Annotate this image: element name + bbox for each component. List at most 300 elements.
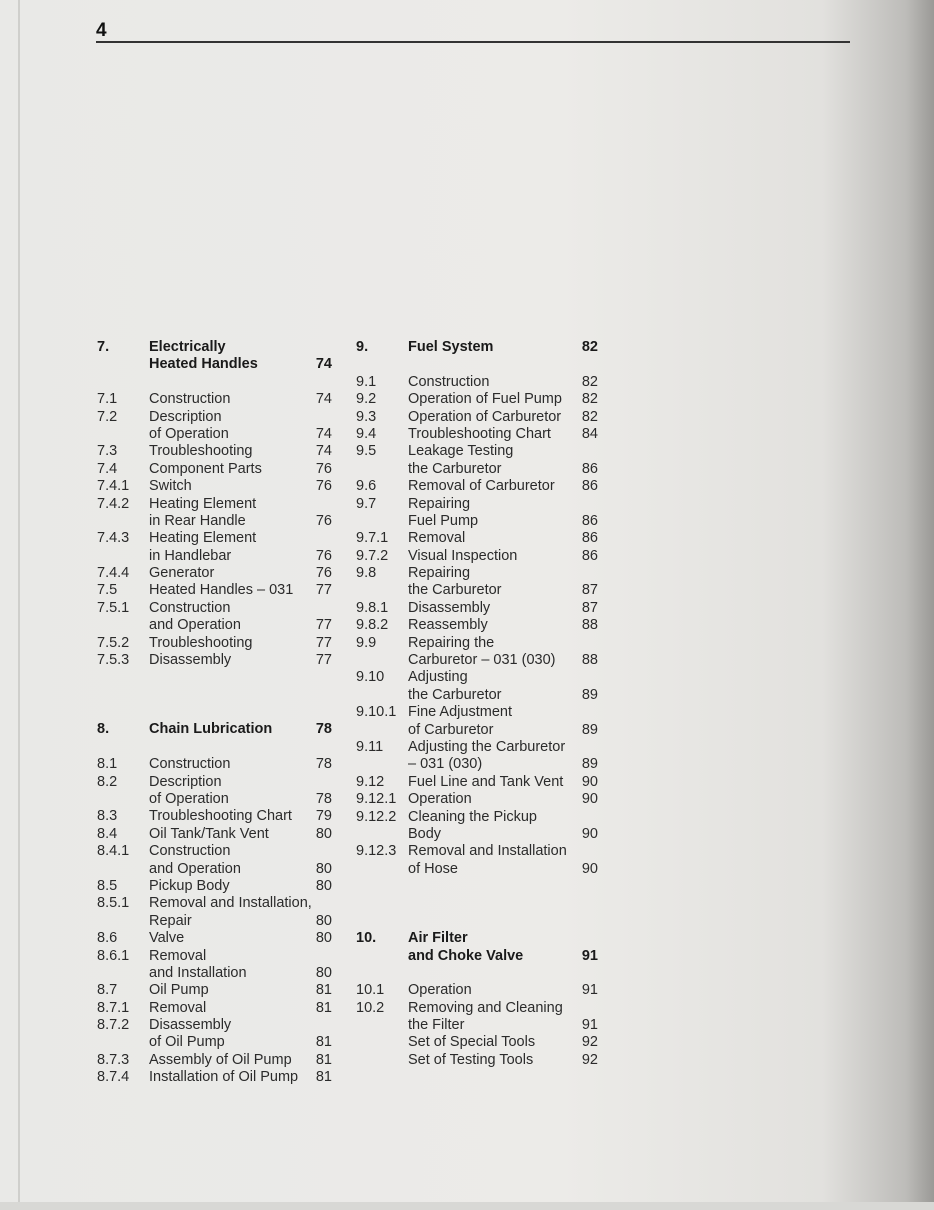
toc-line: [97, 496, 347, 513]
section-title: Troubleshooting: [149, 443, 253, 460]
section-title: and Operation: [149, 860, 241, 877]
section-title: Cleaning the Pickup: [408, 808, 537, 825]
section-title: Construction: [149, 599, 231, 616]
section-number: 8.5: [97, 877, 118, 894]
toc-line: [356, 617, 606, 634]
toc-entry: [97, 461, 347, 478]
page-reference: 80: [315, 825, 332, 842]
toc-line: [97, 808, 347, 825]
page-reference: 82: [581, 339, 598, 355]
section-number: 7.4.2: [97, 495, 130, 512]
toc-line: [356, 669, 606, 686]
section-title: Leakage Testing: [408, 443, 514, 460]
section-number: 7.3: [97, 443, 118, 460]
section-title: Visual Inspection: [408, 547, 518, 564]
toc-line: [97, 565, 347, 582]
toc-line: [356, 635, 606, 652]
toc-line: [97, 721, 347, 738]
page-reference: 90: [581, 860, 598, 877]
page-reference: 81: [315, 1069, 332, 1086]
page-reference: 86: [581, 460, 598, 477]
section-title: Disassembly: [149, 1017, 232, 1034]
toc-entry: [97, 878, 347, 895]
toc-entry: [97, 948, 347, 983]
section-title: Description: [149, 408, 222, 425]
toc-line: [356, 374, 606, 391]
section-number: 9.8.1: [356, 599, 389, 616]
section-number: 7.2: [97, 408, 118, 425]
toc-column-left: [97, 339, 347, 1087]
section-title: Electrically: [149, 339, 226, 355]
section-number: 7.1: [97, 391, 118, 408]
toc-line: [97, 461, 347, 478]
toc-entry: [356, 409, 606, 426]
page-reference: 81: [315, 1034, 332, 1051]
section-number: 9.3: [356, 408, 377, 425]
toc-line: [356, 513, 606, 530]
page-reference: 89: [581, 756, 598, 773]
toc-line: [97, 548, 347, 565]
page-reference: 88: [581, 652, 598, 669]
section-title: and Installation: [149, 964, 247, 981]
toc-line: [97, 756, 347, 773]
section-number: 7.: [97, 339, 110, 355]
toc-line: [97, 443, 347, 460]
toc-line: [97, 1034, 347, 1051]
toc-line: [97, 513, 347, 530]
toc-line: [97, 617, 347, 634]
toc-entry: [97, 478, 347, 495]
toc-chapter-heading: [356, 930, 606, 965]
toc-entry: [97, 409, 347, 444]
toc-line: [356, 982, 606, 999]
page-reference: 76: [315, 565, 332, 582]
page-number: 4: [96, 20, 107, 41]
section-number: 10.1: [356, 982, 385, 999]
section-title: Operation: [408, 791, 472, 808]
toc-entry: [97, 530, 347, 565]
page-reference: 77: [315, 652, 332, 669]
toc-line: [97, 965, 347, 982]
toc-entry: [356, 374, 606, 391]
section-number: 9.11: [356, 738, 384, 755]
section-title: Removal and Installation: [408, 843, 567, 860]
section-title: Heating Element: [149, 530, 257, 547]
section-title: Carburetor – 031 (030): [408, 652, 556, 669]
toc-entry: [356, 982, 606, 999]
section-number: 7.5.3: [97, 652, 130, 669]
section-title: Chain Lubrication: [149, 721, 273, 738]
toc-entry: [97, 652, 347, 669]
toc-entry: [356, 704, 606, 739]
section-number: 9.8: [356, 565, 377, 582]
section-number: 9.2: [356, 391, 377, 408]
page-reference: 76: [315, 512, 332, 529]
toc-entry: [356, 565, 606, 600]
toc-line: [356, 652, 606, 669]
section-title: Oil Tank/Tank Vent: [149, 825, 269, 842]
toc-line: [97, 409, 347, 426]
page-reference: 86: [581, 530, 598, 547]
toc-line: [356, 1017, 606, 1034]
toc-line: [356, 391, 606, 408]
section-number: 9.12.1: [356, 791, 397, 808]
section-title: the Carburetor: [408, 460, 502, 477]
toc-line: [97, 600, 347, 617]
page-reference: 76: [315, 478, 332, 495]
toc-line: [97, 791, 347, 808]
toc-line: [356, 722, 606, 739]
page-reference: 77: [315, 634, 332, 651]
toc-chapter-heading: [97, 339, 347, 374]
toc-line: [356, 843, 606, 860]
toc-line: [356, 704, 606, 721]
toc-chapter-heading: [356, 339, 606, 356]
page-reference: 80: [315, 964, 332, 981]
toc-line: [97, 635, 347, 652]
section-title: Construction: [149, 391, 231, 408]
page-reference: 89: [581, 686, 598, 703]
section-title: Operation of Carburetor: [408, 408, 562, 425]
toc-entry: [356, 635, 606, 670]
page-reference: 82: [581, 391, 598, 408]
section-number: 9.10: [356, 669, 385, 686]
toc-line: [356, 461, 606, 478]
section-title: Troubleshooting Chart: [149, 808, 292, 825]
toc-line: [97, 356, 347, 373]
section-title: Fine Adjustment: [408, 704, 512, 721]
section-title: Construction: [408, 373, 490, 390]
section-number: 8.2: [97, 773, 118, 790]
toc-line: [356, 1000, 606, 1017]
toc-entry: [97, 391, 347, 408]
section-title: Operation: [408, 982, 472, 999]
toc-entry: [356, 843, 606, 878]
toc-line: [97, 982, 347, 999]
toc-chapter-heading: [97, 721, 347, 738]
toc-entry: [97, 774, 347, 809]
page-reference: 90: [581, 773, 598, 790]
page-reference: 77: [315, 617, 332, 634]
page-reference: 81: [315, 1051, 332, 1068]
toc-entry: [97, 826, 347, 843]
section-title: of Operation: [149, 425, 229, 442]
section-title: and Choke Valve: [408, 947, 524, 964]
section-title: Removal: [149, 999, 207, 1016]
section-title: in Rear Handle: [149, 512, 246, 529]
section-title: Repairing: [408, 495, 471, 512]
toc-entry: [356, 600, 606, 617]
section-number: 7.4: [97, 460, 118, 477]
toc-entry: [97, 1000, 347, 1017]
toc-entry: [97, 1017, 347, 1052]
toc-entry: [356, 669, 606, 704]
toc-line: [356, 339, 606, 356]
section-number: 8.7: [97, 982, 118, 999]
toc-line: [356, 478, 606, 495]
toc-entry: [97, 443, 347, 460]
page-reference: 92: [581, 1051, 598, 1068]
section-title: Adjusting the Carburetor: [408, 738, 566, 755]
section-title: Installation of Oil Pump: [149, 1069, 299, 1086]
toc-entry: [97, 843, 347, 878]
section-number: 8.7.4: [97, 1069, 130, 1086]
page-reference: 74: [315, 443, 332, 460]
section-title: Troubleshooting: [149, 634, 253, 651]
toc-entry: [97, 756, 347, 773]
page-reference: 86: [581, 512, 598, 529]
toc-line: [356, 1052, 606, 1069]
page-reference: 74: [315, 391, 332, 408]
toc-line: [356, 687, 606, 704]
toc-line: [356, 930, 606, 947]
page-reference: 89: [581, 721, 598, 738]
toc-line: [97, 1069, 347, 1086]
section-number: 9.10.1: [356, 704, 397, 721]
toc-line: [356, 530, 606, 547]
toc-entry: [97, 582, 347, 599]
section-number: 9.6: [356, 478, 377, 495]
section-number: 9.12.3: [356, 843, 397, 860]
section-number: 8.4: [97, 825, 118, 842]
page-reference: 78: [315, 721, 332, 738]
section-number: 7.5.1: [97, 599, 130, 616]
toc-entry: [97, 565, 347, 582]
toc-line: [356, 426, 606, 443]
toc-entry: [97, 982, 347, 999]
section-number: 7.5.2: [97, 634, 130, 651]
section-title: Set of Special Tools: [408, 1034, 536, 1051]
page-reference: 76: [315, 460, 332, 477]
page-reference: 91: [581, 982, 598, 999]
toc-line: [356, 496, 606, 513]
section-title: and Operation: [149, 617, 241, 634]
section-title: Air Filter: [408, 930, 468, 947]
page-reference: 91: [581, 947, 598, 964]
section-title: Fuel Line and Tank Vent: [408, 773, 564, 790]
toc-line: [356, 582, 606, 599]
section-number: 8.6: [97, 930, 118, 947]
section-number: 9.1: [356, 373, 377, 390]
section-title: of Hose: [408, 860, 458, 877]
section-title: Removal and Installation,: [149, 895, 312, 912]
section-title: Operation of Fuel Pump: [408, 391, 562, 408]
section-number: 9.4: [356, 425, 377, 442]
toc-entry: [356, 426, 606, 443]
toc-line: [97, 582, 347, 599]
toc-entry: [356, 1034, 606, 1051]
section-number: 9.7.2: [356, 547, 389, 564]
toc-line: [356, 809, 606, 826]
toc-line: [356, 1034, 606, 1051]
page-reference: 78: [315, 790, 332, 807]
section-title: Disassembly: [408, 599, 491, 616]
section-title: Fuel System: [408, 339, 494, 355]
page-reference: 91: [581, 1017, 598, 1034]
scan-binding-edge: [18, 0, 20, 1210]
toc-line: [97, 426, 347, 443]
section-title: Switch: [149, 478, 192, 495]
page-reference: 88: [581, 617, 598, 634]
page-reference: 80: [315, 860, 332, 877]
toc-line: [356, 548, 606, 565]
toc-entry: [356, 443, 606, 478]
page-reference: 81: [315, 982, 332, 999]
section-title: Assembly of Oil Pump: [149, 1051, 292, 1068]
section-number: 9.: [356, 339, 369, 355]
toc-entry: [356, 1052, 606, 1069]
toc-line: [97, 913, 347, 930]
section-title: Description: [149, 773, 222, 790]
section-title: Pickup Body: [149, 877, 230, 894]
section-number: 9.8.2: [356, 617, 389, 634]
toc-line: [97, 652, 347, 669]
section-title: Heated Handles: [149, 356, 258, 373]
section-title: Removal of Carburetor: [408, 478, 555, 495]
page-reference: 81: [315, 999, 332, 1016]
section-number: 10.: [356, 930, 377, 947]
toc-entry: [97, 930, 347, 947]
toc-line: [356, 791, 606, 808]
toc-line: [97, 530, 347, 547]
toc-line: [356, 409, 606, 426]
page-reference: 92: [581, 1034, 598, 1051]
toc-line: [97, 1000, 347, 1017]
section-number: 8.5.1: [97, 895, 130, 912]
toc-entry: [356, 391, 606, 408]
toc-entry: [356, 496, 606, 531]
toc-line: [356, 443, 606, 460]
header-rule: [96, 41, 850, 43]
section-title: – 031 (030): [408, 756, 483, 773]
section-number: 8.7.3: [97, 1051, 130, 1068]
page-reference: 82: [581, 373, 598, 390]
toc-entry: [97, 808, 347, 825]
section-number: 8.7.1: [97, 999, 130, 1016]
page-reference: 90: [581, 825, 598, 842]
toc-line: [356, 861, 606, 878]
section-number: 9.5: [356, 443, 377, 460]
section-title: Set of Testing Tools: [408, 1051, 534, 1068]
section-title: Component Parts: [149, 460, 262, 477]
page-reference: 80: [315, 912, 332, 929]
section-title: Construction: [149, 843, 231, 860]
toc-entry: [356, 791, 606, 808]
section-title: the Carburetor: [408, 582, 502, 599]
toc-entry: [97, 496, 347, 531]
toc-line: [356, 826, 606, 843]
toc-entry: [97, 1052, 347, 1069]
section-title: Removing and Cleaning: [408, 999, 563, 1016]
toc-line: [356, 600, 606, 617]
toc-line: [356, 756, 606, 773]
toc-line: [97, 861, 347, 878]
page-reference: 74: [315, 425, 332, 442]
section-title: Body: [408, 825, 442, 842]
toc-entry: [356, 617, 606, 634]
toc-line: [97, 774, 347, 791]
section-title: Oil Pump: [149, 982, 209, 999]
page-reference: 79: [315, 808, 332, 825]
section-number: 8.1: [97, 756, 118, 773]
toc-line: [97, 843, 347, 860]
section-number: 7.4.4: [97, 565, 130, 582]
section-title: Valve: [149, 930, 185, 947]
toc-entry: [356, 774, 606, 791]
section-number: 10.2: [356, 999, 385, 1016]
page-reference: 77: [315, 582, 332, 599]
section-number: 9.12.2: [356, 808, 397, 825]
toc-entry: [356, 1000, 606, 1035]
toc-entry: [356, 530, 606, 547]
section-title: Disassembly: [149, 652, 232, 669]
section-number: 9.7: [356, 495, 377, 512]
toc-line: [356, 739, 606, 756]
toc-entry: [97, 600, 347, 635]
section-number: 9.7.1: [356, 530, 389, 547]
toc-entry: [97, 635, 347, 652]
page-reference: 80: [315, 877, 332, 894]
section-title: Construction: [149, 756, 231, 773]
section-title: Generator: [149, 565, 215, 582]
section-number: 7.5: [97, 582, 118, 599]
section-number: 7.4.1: [97, 478, 130, 495]
section-title: Repairing: [408, 565, 471, 582]
toc-entry: [97, 895, 347, 930]
toc-line: [97, 1017, 347, 1034]
toc-entry: [356, 739, 606, 774]
toc-line: [97, 948, 347, 965]
section-title: Repair: [149, 912, 192, 929]
section-title: in Handlebar: [149, 547, 232, 564]
section-title: Reassembly: [408, 617, 488, 634]
toc-line: [356, 774, 606, 791]
section-number: 9.9: [356, 634, 377, 651]
toc-line: [97, 1052, 347, 1069]
page-reference: 80: [315, 930, 332, 947]
section-title: Removal: [408, 530, 466, 547]
page-reference: 84: [581, 425, 598, 442]
section-title: Adjusting: [408, 669, 468, 686]
section-title: Heating Element: [149, 495, 257, 512]
toc-line: [356, 565, 606, 582]
toc-line: [97, 391, 347, 408]
page-reference: 87: [581, 599, 598, 616]
page-reference: 86: [581, 547, 598, 564]
page-reference: 82: [581, 408, 598, 425]
section-number: 9.12: [356, 773, 385, 790]
scan-bottom-edge: [0, 1202, 934, 1210]
section-title: Repairing the: [408, 634, 495, 651]
page-reference: 74: [315, 356, 332, 373]
toc-line: [97, 339, 347, 356]
section-title: Heated Handles – 031: [149, 582, 294, 599]
page-reference: 90: [581, 791, 598, 808]
toc-column-right: [356, 339, 606, 1069]
toc-line: [97, 826, 347, 843]
section-number: 8.6.1: [97, 947, 130, 964]
section-title: of Carburetor: [408, 721, 494, 738]
page-reference: 86: [581, 478, 598, 495]
section-title: Removal: [149, 947, 207, 964]
section-number: 8.4.1: [97, 843, 130, 860]
toc-line: [97, 895, 347, 912]
section-title: the Carburetor: [408, 686, 502, 703]
page-reference: 87: [581, 582, 598, 599]
section-title: of Operation: [149, 790, 229, 807]
toc-entry: [356, 809, 606, 844]
toc-line: [356, 948, 606, 965]
